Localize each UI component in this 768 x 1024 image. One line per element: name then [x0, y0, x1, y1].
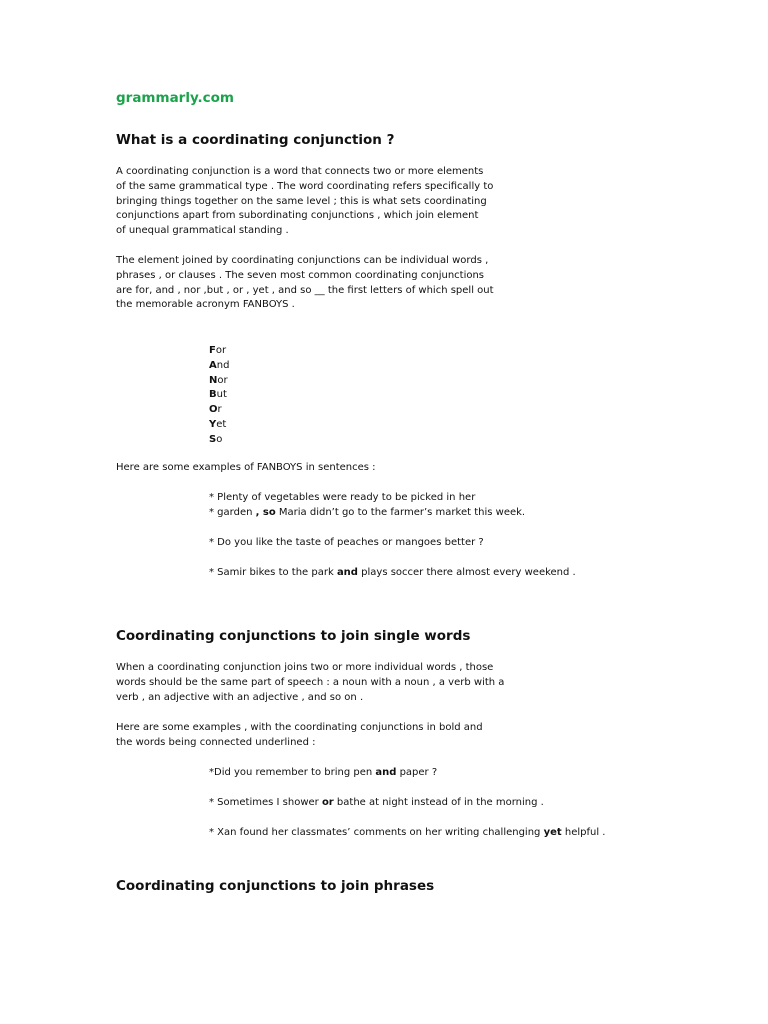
text-line: are for, and , nor ,but , or , yet , and so __ the first letters of which spell out: [116, 284, 494, 296]
example-sentence: * garden , so Maria didn’t go to the farmer’s market this week.: [209, 507, 526, 518]
text-line: When a coordinating conjunction joins two or more individual words , those: [116, 662, 494, 673]
text-line: bringing things together on the same level ; this is what sets coordinating: [116, 195, 487, 207]
text-line: of unequal grammatical standing .: [116, 225, 289, 237]
intro-paragraph: [116, 165, 536, 239]
heading-what-is: What is a coordinating conjunction ?: [116, 132, 395, 148]
list-item: Or: [209, 404, 222, 416]
list-item: And: [209, 359, 230, 371]
example-sentence: * Sometimes I shower or bathe at night instead of in the morning .: [209, 797, 544, 808]
example-sentence: * Do you like the taste of peaches or mangoes better ?: [209, 537, 484, 548]
list-item: Nor: [209, 374, 228, 386]
examples-note-paragraph: [116, 721, 536, 751]
site-brand: grammarly.com: [116, 90, 234, 106]
list-item: For: [209, 345, 227, 356]
text-line: Here are some examples , with the coordinating conjunctions in bold and: [116, 722, 483, 733]
list-item: Yet: [209, 418, 227, 430]
example-sentence: * Xan found her classmates’ comments on her writing challenging yet helpful .: [209, 827, 606, 838]
text-line: the memorable acronym FANBOYS .: [116, 299, 295, 311]
example-sentence: * Samir bikes to the park and plays soccer there almost every weekend .: [209, 567, 576, 578]
fanboys-list: [209, 344, 229, 448]
text-line: conjunctions apart from subordinating conjunctions , which join element: [116, 210, 479, 222]
single-words-paragraph: [116, 661, 536, 705]
elements-paragraph: [116, 254, 536, 313]
text-line: of the same grammatical type . The word coordinating refers specifically to: [116, 180, 494, 192]
text-line: A coordinating conjunction is a word that connects two or more elements: [116, 166, 484, 177]
text-line: The element joined by coordinating conjunctions can be individual words ,: [116, 255, 489, 266]
list-item: So: [209, 433, 223, 445]
examples-intro: Here are some examples of FANBOYS in sentences :: [116, 462, 376, 473]
heading-phrases: Coordinating conjunctions to join phrases: [116, 878, 435, 894]
example-sentence: * Plenty of vegetables were ready to be picked in her: [209, 492, 476, 503]
text-line: the words being connected underlined :: [116, 736, 316, 748]
example-sentence: *Did you remember to bring pen and paper ?: [209, 767, 438, 778]
heading-single-words: Coordinating conjunctions to join single words: [116, 628, 471, 644]
list-item: But: [209, 389, 227, 401]
text-line: phrases , or clauses . The seven most common coordinating conjunctions: [116, 269, 485, 281]
text-line: words should be the same part of speech : a noun with a noun , a verb with a: [116, 676, 505, 688]
text-line: verb , an adjective with an adjective , and so on .: [116, 691, 364, 703]
